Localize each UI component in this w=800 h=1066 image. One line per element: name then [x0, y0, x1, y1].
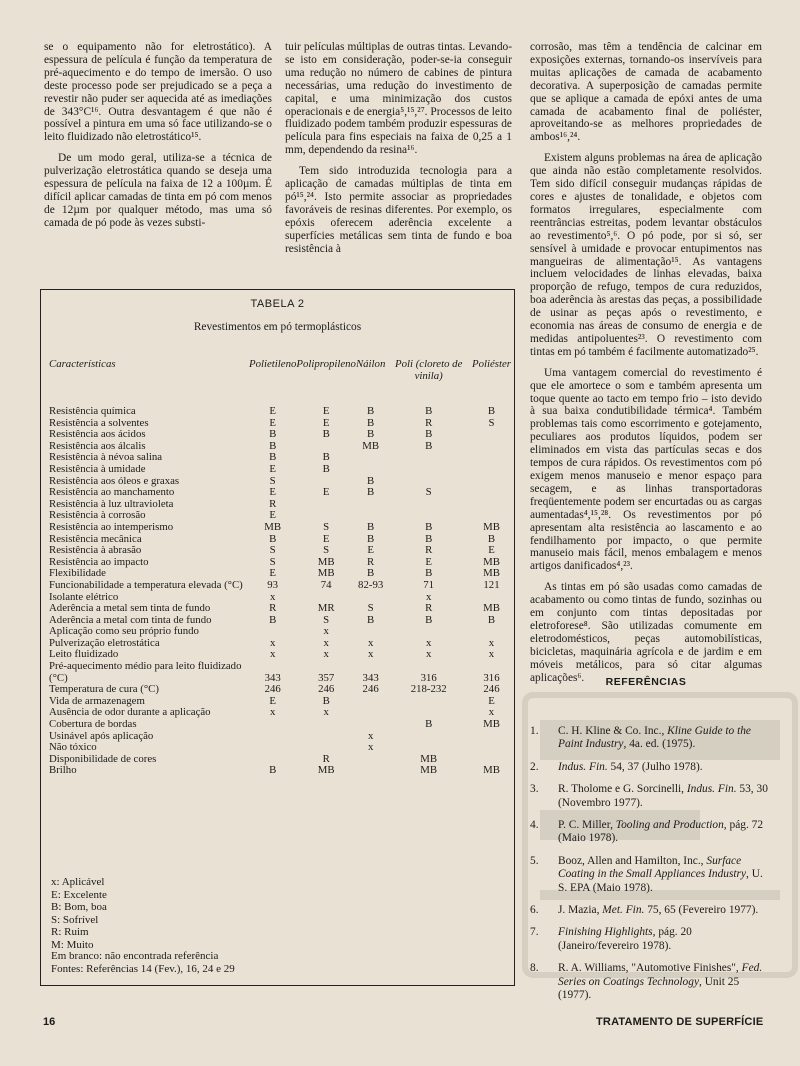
- table-cell: [472, 452, 511, 464]
- table-cell: x: [269, 648, 276, 661]
- reference-details: 54, 37 (Julho 1978).: [607, 760, 703, 773]
- row-label: Resistência mecânica: [49, 532, 142, 545]
- table-cell: [296, 731, 356, 743]
- legend-entry: R: Ruim: [51, 926, 89, 939]
- table-cell: B: [367, 474, 375, 487]
- table-row: [49, 719, 511, 731]
- table-cell: [249, 742, 296, 754]
- table-cell: MB: [483, 764, 500, 777]
- row-label: Funcionabilidade a temperatura elevada (°C): [49, 578, 243, 591]
- table-cell: S: [269, 555, 276, 568]
- table-cell: E: [322, 532, 330, 545]
- table-cell: E: [269, 694, 276, 707]
- row-label: Usinável após aplicação: [49, 729, 154, 742]
- row-label: Vida de armazenagem: [49, 694, 145, 707]
- table-cell: S: [323, 520, 330, 533]
- reference-source: Indus. Fin.: [686, 783, 737, 796]
- table-cell: B: [425, 567, 433, 580]
- table-cell: E: [269, 416, 276, 429]
- row-label: Brilho: [49, 764, 77, 777]
- reference-details: , Unit 25 (1977).: [558, 975, 740, 1002]
- table-cell: B: [269, 439, 277, 452]
- row-label: Pré-aquecimento médio para leito fluidizado (°C): [49, 660, 242, 684]
- table-cell: [296, 719, 356, 731]
- table-row: [49, 661, 511, 684]
- row-label: Isolante elétrico: [49, 590, 119, 603]
- row-label: Disponibilidade de cores: [49, 752, 157, 765]
- note-sources: Fontes: Referências 14 (Fev.), 16, 24 e 29: [51, 962, 235, 975]
- table-cell: MB: [317, 555, 335, 568]
- row-label: Aderência a metal sem tinta de fundo: [49, 602, 211, 615]
- row-label: Resistência à corrosão: [49, 509, 146, 522]
- table-cell: [385, 696, 472, 708]
- table-cell: [472, 499, 511, 511]
- row-label: Aplicação como seu próprio fundo: [49, 625, 199, 638]
- table-cell: [356, 719, 385, 731]
- table-cell: B: [425, 613, 433, 626]
- table-cell: S: [425, 486, 432, 499]
- note-blank: Em branco: não encontrada referência: [51, 950, 219, 962]
- table-cell: B: [269, 532, 277, 545]
- table-title: TABELA 2: [250, 298, 305, 310]
- reference-item: [530, 761, 770, 774]
- table-cell: R: [425, 544, 433, 557]
- row-label: Ausência de odor durante a aplicação: [49, 706, 211, 719]
- table-cell: x: [269, 590, 276, 603]
- table-cell: [472, 441, 511, 453]
- table-cell: 246: [264, 683, 281, 696]
- table-cell: [356, 696, 385, 708]
- table-row: [49, 557, 511, 569]
- table-row: [49, 545, 511, 557]
- table-cell: x: [269, 706, 276, 719]
- table-cell: B: [367, 613, 375, 626]
- row-label: Resistência aos óleos e graxas: [49, 474, 180, 487]
- reference-source: Indus. Fin.: [558, 760, 608, 773]
- table-cell: R: [322, 752, 330, 765]
- table-cell: x: [367, 741, 374, 754]
- table-cell: E: [269, 567, 276, 580]
- row-label: Cobertura de bordas: [49, 718, 137, 731]
- table-cell: B: [425, 532, 433, 545]
- table-cell: B: [367, 416, 375, 429]
- table-cell: x: [367, 729, 374, 742]
- row-label: Não tóxico: [49, 741, 97, 754]
- table-cell: S: [269, 544, 276, 557]
- table-cell: [472, 731, 511, 743]
- table-cell: B: [425, 428, 433, 441]
- table-row: [49, 406, 511, 418]
- references-list: [530, 725, 770, 1012]
- table-row: [49, 580, 511, 592]
- table-cell: MR: [317, 602, 335, 615]
- table-cell: E: [269, 509, 276, 522]
- column-header: Polipropileno: [296, 358, 356, 370]
- reference-authors: C. H. Kline & Co. Inc.,: [558, 725, 668, 737]
- row-label: Resistência à névoa salina: [49, 451, 163, 464]
- table-cell: x: [323, 625, 329, 638]
- table-cell: E: [488, 544, 495, 557]
- table-cell: 218-232: [410, 683, 447, 696]
- legend-entry: M: Muito: [51, 938, 94, 951]
- properties-table: [49, 359, 511, 777]
- reference-number: 8.: [530, 962, 539, 975]
- table-cell: MB: [483, 555, 500, 568]
- row-label: Resistência à umidade: [49, 462, 146, 475]
- table-row: [49, 603, 511, 615]
- reference-details: , U. S. EPA (Maio 1978).: [558, 868, 763, 894]
- table-cell: 343: [264, 671, 281, 684]
- table-cell: x: [367, 648, 374, 661]
- row-label: Resistência ao manchamento: [49, 486, 175, 499]
- paragraph: Tem sido introduzida tecnologia para a aplicação de camadas múltiplas de tinta em pó¹⁵,²⁴. Isto permite associar as propriedades favoráveis de resinas diferentes. Por exemplo, os epóxis oferecem aderência excelente a superfícies metálicas sem tinta de fundo e boa resistência à: [285, 165, 512, 255]
- table-cell: x: [488, 648, 495, 661]
- table-body: [49, 406, 511, 777]
- table-legend: [51, 876, 107, 952]
- column-header: Náilon: [355, 358, 386, 370]
- table-row: [49, 731, 511, 743]
- row-label: Resistência à abrasão: [49, 544, 142, 557]
- table-cell: x: [425, 636, 432, 649]
- reference-number: 6.: [530, 904, 539, 917]
- table-cell: B: [487, 532, 496, 545]
- table-cell: S: [367, 602, 374, 615]
- row-label: Resistência a solventes: [49, 416, 149, 429]
- table-cell: MB: [317, 764, 335, 777]
- table-row: [49, 464, 511, 476]
- reference-source: Surface Coating in the Small Appliances Industry: [558, 854, 747, 881]
- row-label: Resistência química: [49, 405, 136, 417]
- table-cell: R: [425, 416, 433, 429]
- reference-details: 53, 30 (Novembro 1977).: [558, 783, 768, 809]
- table-cell: B: [367, 428, 375, 441]
- row-label: Resistência aos álcalis: [49, 439, 146, 452]
- table-cell: MB: [420, 764, 438, 777]
- paragraph: corrosão, mas têm a tendência de calcinar em exposições externas, tornando-os inservíveis para muitas aplicações de camada de acabamento decorativa. A superposição de camadas permite que se aplique a camada de epóxi antes de uma camada de acabamento final de poliéster, aproveitando-se as melhores propriedades de ambos¹⁶,²⁴.: [530, 41, 762, 144]
- column-header: Poliéster: [472, 358, 511, 370]
- table-cell: E: [322, 405, 330, 417]
- table-cell: x: [367, 636, 374, 649]
- table-cell: [356, 452, 385, 464]
- table-subtitle: Revestimentos em pó termoplásticos: [193, 321, 362, 333]
- row-label: Resistência à luz ultravioleta: [49, 497, 174, 510]
- table-cell: [385, 452, 472, 464]
- table-cell: S: [323, 613, 330, 626]
- reference-authors: J. Mazia,: [558, 904, 603, 917]
- reference-item: [530, 819, 770, 846]
- table-cell: E: [322, 416, 330, 429]
- reference-details: 75, 65 (Fevereiro 1977).: [644, 904, 759, 917]
- text-column-2: [285, 41, 512, 264]
- table-cell: [385, 731, 472, 743]
- reference-authors: P. C. Miller,: [558, 819, 616, 832]
- paragraph: De um modo geral, utiliza-se a técnica de pulverização eletrostática quando se deseja uma espessura de película na faixa de 12 a 100µm. É difícil aplicar camadas de tinta em pó com menos de 12µm por qualquer método, mas uma só camada de pó pode às vezes substi-: [44, 152, 272, 229]
- table-cell: [356, 499, 385, 511]
- legend-entry: B: Bom, boa: [51, 901, 107, 914]
- table-header-row: [49, 359, 511, 406]
- reference-authors: R. Tholome e G. Sorcinelli,: [558, 783, 687, 796]
- reference-details: , 4a. ed. (1975).: [623, 738, 696, 751]
- legend-entry: x: Aplicável: [51, 876, 105, 888]
- reference-authors: Booz, Allen and Hamilton, Inc.,: [558, 854, 707, 867]
- row-label: Temperatura de cura (°C): [49, 683, 159, 696]
- table-cell: B: [322, 451, 330, 464]
- table-cell: B: [322, 462, 330, 475]
- table-cell: [472, 464, 511, 476]
- column-header: Poli (cloreto de vinila): [395, 358, 463, 382]
- table-cell: [356, 464, 385, 476]
- table-cell: x: [488, 636, 495, 649]
- table-cell: B: [269, 764, 277, 777]
- table-cell: [356, 765, 385, 777]
- reference-source: Finishing Highlights: [558, 926, 653, 939]
- table-cell: x: [425, 648, 432, 661]
- table-cell: 246: [318, 683, 335, 696]
- reference-number: 2.: [530, 760, 539, 773]
- text-column-1: [44, 41, 272, 238]
- table-cell: [472, 429, 511, 441]
- paragraph: se o equipamento não for eletrostático). A espessura de película é função da temperatura de pré-aquecimento e do tempo de imersão. O uso deste processo pode ser prejudicado se a peça a revestir não puder ser aquecida até as imediações de 343°C¹⁶. Outra desvantagem é que não é possível a pintura em uma só face utilizando-se o leito fluidizado não eletrostático¹⁵.: [44, 41, 272, 144]
- table-cell: 74: [320, 578, 332, 591]
- table-cell: MB: [483, 567, 500, 580]
- table-cell: [472, 487, 511, 499]
- table-cell: R: [269, 497, 277, 510]
- table-cell: 343: [362, 671, 379, 684]
- table-cell: MB: [420, 752, 438, 765]
- table-cell: B: [367, 520, 375, 533]
- reference-number: 7.: [530, 926, 539, 939]
- table-cell: x: [425, 590, 432, 603]
- table-cell: MB: [317, 567, 335, 580]
- table-cell: B: [425, 718, 433, 731]
- table-cell: E: [367, 544, 374, 557]
- table-cell: S: [323, 544, 330, 557]
- reference-details: , pág. 72 (Maio 1978).: [558, 819, 764, 845]
- table-cell: [356, 707, 385, 719]
- legend-entry: E: Excelente: [51, 888, 107, 901]
- reference-source: Fed. Series on Coatings Technology: [558, 962, 763, 988]
- references-title: REFERÊNCIAS: [605, 676, 687, 688]
- table-cell: MB: [483, 602, 500, 615]
- table-cell: MB: [264, 520, 282, 533]
- table-cell: E: [269, 462, 276, 475]
- running-footer: TRATAMENTO DE SUPERFÍCIE: [596, 1016, 764, 1028]
- page-number: 16: [43, 1016, 56, 1028]
- reference-item: [530, 783, 770, 810]
- table-cell: B: [487, 405, 496, 417]
- table-cell: E: [269, 486, 276, 499]
- table-cell: B: [367, 532, 375, 545]
- table-cell: B: [425, 405, 433, 417]
- table-cell: B: [425, 520, 433, 533]
- reference-authors: R. A. Williams, "Automotive Finishes",: [558, 962, 742, 975]
- paragraph: Uma vantagem comercial do revestimento é que ele amortece o som e também apresenta um toque quente ao tacto em tempo frio – isto devido à sua baixa condutibilidade térmica⁴. Também problemas tais como escorrimento e gotejamento, peculiares aos produtos líquidos, podem ser eliminados em vista das partículas secas e dos tempos de cura rápidos. Os revestimentos com pó exigem menos manuseio e menor espaço para secagem, e as linhas transportadoras freqüentemente podem ser encurtadas ou as cargas aumentadas⁴,¹⁵,²⁸. Os revestimentos por pó apresentam alta resistência ao lascamento e ao fendilhamento por impacto, o que permite manuseio mais fácil, menos embalagem e menos artigos danificados⁴,²³.: [530, 366, 762, 573]
- table-box: [40, 289, 515, 986]
- table-cell: 357: [318, 671, 335, 684]
- table-cell: B: [367, 405, 375, 417]
- table-cell: 246: [362, 683, 379, 696]
- reference-number: 1.: [530, 725, 539, 737]
- table-cell: B: [269, 428, 277, 441]
- paragraph: tuir películas múltiplas de outras tintas. Levando-se isto em consideração, poder-se-ia conseguir uma redução no número de cabines de pintura necessárias, uma redução do investimento de capital, e uma minimização dos custos operacionais e de energia⁵,¹⁵,²⁷. Processos de leito fluidizado podem também produzir espessuras de película para fins especiais na faixa de 0,25 a 1 mm, dependendo da resina¹⁶.: [285, 41, 512, 157]
- table-cell: R: [425, 602, 433, 615]
- table-cell: B: [367, 486, 375, 499]
- table-cell: E: [322, 486, 330, 499]
- table-cell: 121: [483, 578, 500, 591]
- table-cell: 316: [420, 671, 437, 684]
- table-cell: 246: [483, 683, 500, 696]
- table-cell: [385, 499, 472, 511]
- table-cell: [249, 731, 296, 743]
- table-row: [49, 487, 511, 499]
- table-cell: [356, 754, 385, 766]
- table-cell: E: [425, 555, 432, 568]
- table-cell: 316: [483, 671, 500, 684]
- row-label: Pulverização eletrostática: [49, 636, 160, 649]
- table-cell: B: [269, 613, 277, 626]
- reference-item: [530, 904, 770, 917]
- reference-source: Met. Fin.: [602, 904, 645, 917]
- table-notes: [51, 950, 235, 975]
- legend-entry: S: Sofrível: [51, 913, 99, 926]
- row-label: Flexibilidade: [49, 567, 106, 580]
- table-row: [49, 765, 511, 777]
- table-cell: B: [367, 567, 375, 580]
- reference-source: Kline Guide to the Paint Industry: [558, 725, 751, 751]
- table-cell: x: [323, 648, 329, 661]
- reference-item: [530, 855, 770, 895]
- row-label: Resistência ao impacto: [49, 555, 149, 568]
- table-cell: x: [488, 706, 495, 719]
- reference-number: 3.: [530, 783, 539, 796]
- table-cell: B: [322, 694, 330, 707]
- table-cell: R: [269, 602, 277, 615]
- paragraph: Existem alguns problemas na área de aplicação que ainda não estão completamente resolvidos. Tem sido difícil conseguir mudanças rápidas de cores e ajustes de tonalidade, e objetos com formatos irregulares, especialmente com reentrâncias estreitas, podem levantar obstáculos ao revestimento⁵,⁶. O pó pode, por si só, ser sensível à umidade e provocar entupimentos nas mangueiras de alimentação¹⁵. As vantagens incluem velocidades de linhas elevadas, baixa proporção de refugo, tempos de cura reduzidos, boa aderência às arestas das peças, a possibilidade de usinar as peças após o revestimento, e economia nas áreas de consumo de energia e de medidas antipoluentes²³. O revestimento com tintas em pó também é facilmente automatizado²⁵.: [530, 152, 762, 358]
- table-cell: 71: [423, 578, 435, 591]
- reference-item: [530, 962, 770, 1002]
- table-cell: MB: [483, 718, 500, 731]
- table-cell: 82-93: [358, 578, 384, 591]
- reference-source: Tooling and Production: [615, 819, 724, 832]
- table-cell: MB: [483, 520, 500, 533]
- table-cell: B: [322, 428, 330, 441]
- text-column-3: [530, 41, 762, 693]
- row-label: Resistência ao intemperismo: [49, 520, 174, 533]
- reference-item: [530, 926, 770, 953]
- table-cell: S: [269, 474, 276, 487]
- table-row: [49, 638, 511, 650]
- row-label: Aderência a metal com tinta de fundo: [49, 613, 212, 626]
- reference-number: 5.: [530, 854, 539, 867]
- table-row: [49, 754, 511, 766]
- table-cell: 93: [267, 578, 279, 591]
- table-cell: B: [487, 613, 496, 626]
- table-cell: R: [367, 555, 375, 568]
- paragraph: As tintas em pó são usadas como camadas de acabamento ou como tintas de fundo, sozinhas ou em conjunto com tintas depositadas por eletroforese⁸. São utilizadas comumente em eletrodomésticos, peças automobilísticas, bicicletas, maquinária agrícola e de jardim e em móveis metálicos, para só citar algumas aplicações⁶.: [530, 581, 762, 684]
- column-header-characteristics: Características: [49, 358, 116, 370]
- table-cell: [385, 464, 472, 476]
- table-cell: [472, 742, 511, 754]
- table-cell: x: [323, 636, 329, 649]
- reference-number: 4.: [530, 819, 539, 832]
- table-cell: S: [488, 416, 495, 429]
- reference-item: [530, 725, 770, 752]
- table-cell: E: [269, 405, 276, 417]
- table-cell: [296, 499, 356, 511]
- table-cell: [472, 476, 511, 488]
- row-label: Resistência aos ácidos: [49, 428, 146, 441]
- table-cell: x: [269, 636, 276, 649]
- table-row: [49, 522, 511, 534]
- table-cell: B: [269, 451, 277, 464]
- table-cell: B: [425, 439, 433, 452]
- column-header: Polietileno: [249, 358, 297, 370]
- table-cell: MB: [362, 439, 380, 452]
- table-cell: [249, 719, 296, 731]
- table-cell: x: [323, 706, 329, 719]
- row-label: Leito fluidizado: [49, 648, 119, 661]
- table-cell: E: [488, 694, 495, 707]
- reference-details: , pág. 20 (Janeiro/fevereiro 1978).: [558, 926, 692, 952]
